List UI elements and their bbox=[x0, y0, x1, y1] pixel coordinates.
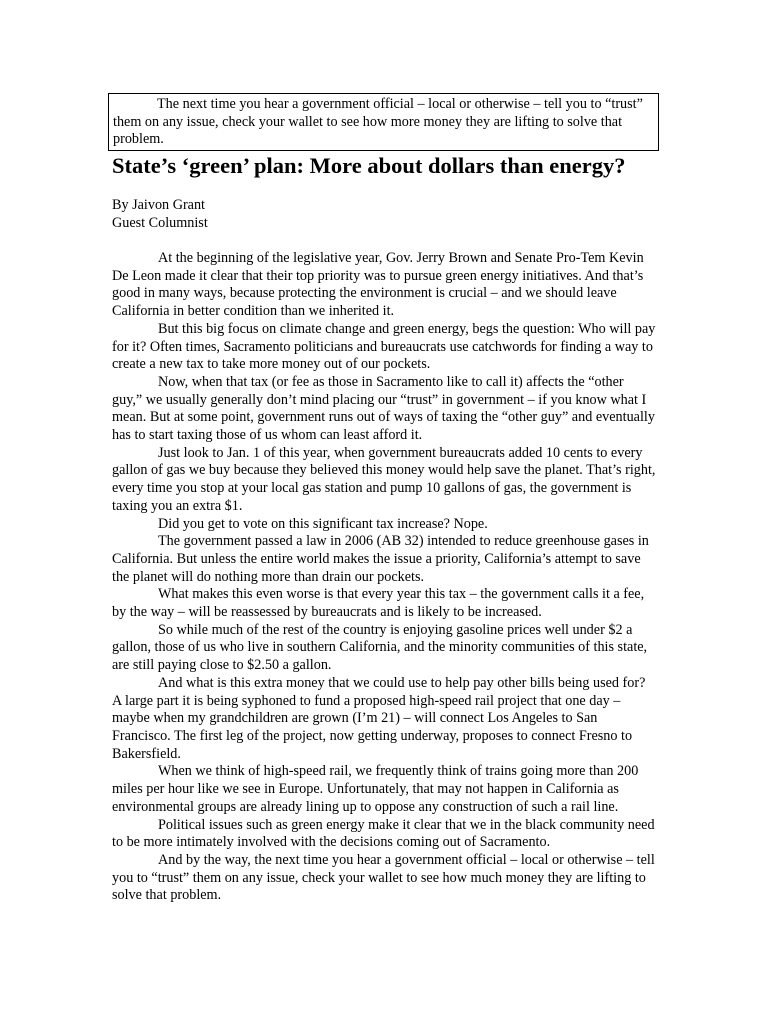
body-paragraph: So while much of the rest of the country is enjoying gasoline prices well under $2 a gallon, those of us who live in southern California, and the minority communities of this state, are still paying close to $2.50 a gallon. bbox=[112, 621, 648, 674]
article-headline: State’s ‘green’ plan: More about dollars than energy? bbox=[112, 153, 626, 178]
byline-block bbox=[112, 197, 652, 232]
body-paragraph: And what is this extra money that we could use to help pay other bills being used for? A large part it is being syphoned to fund a proposed high-speed rail project that one day – maybe when my grandchildren are grown (I’m 21) – will connect Los Angeles to San Francisco. The first leg of the project, now getting underway, proposes to connect Fresno to Bakersfield. bbox=[112, 674, 646, 762]
body-paragraph: Did you get to vote on this significant tax increase? Nope. bbox=[158, 515, 488, 532]
body-paragraph: When we think of high-speed rail, we frequently think of trains going more than 200 miles per hour like we see in Europe. Unfortunately, that may not happen in California as environmental groups are already lining up to oppose any construction of such a rail line. bbox=[112, 763, 639, 815]
author-byline: By Jaivon Grant bbox=[112, 197, 205, 213]
body-paragraph: Political issues such as green energy make it clear that we in the black community need to be more intimately involved with the decisions coming out of Sacramento. bbox=[112, 816, 655, 851]
body-paragraph: Now, when that tax (or fee as those in Sacramento like to call it) affects the “other guy,” we usually generally don’t mind placing our “trust” in government – if you know what I mean. But at some point, government runs out of ways of taxing the “other guy” and eventually has to start taxing those of us whom can least afford it. bbox=[112, 373, 655, 444]
body-paragraph: At the beginning of the legislative year, Gov. Jerry Brown and Senate Pro-Tem Kevin De Leon made it clear that their top priority was to pursue green energy initiatives. And that’s good in many ways, because protecting the environment is crucial – and we should leave California in better condition than we inherited it. bbox=[112, 250, 644, 320]
body-paragraph: But this big focus on climate change and green energy, begs the question: Who will pay for it? Often times, Sacramento politicians and bureaucrats use catchwords for finding a way to create a new tax to take more money out of our pockets. bbox=[112, 320, 656, 373]
body-paragraph: The government passed a law in 2006 (AB 32) intended to reduce greenhouse gases in California. But unless the entire world makes the issue a priority, California’s attempt to save the planet will do nothing more than drain our pockets. bbox=[112, 533, 649, 585]
pullquote-box: The next time you hear a government official – local or otherwise – tell you to “trust” them on any issue, check your wallet to see how more money they are lifting to solve that problem. bbox=[108, 93, 659, 151]
author-role: Guest Columnist bbox=[112, 214, 208, 231]
body-paragraph: And by the way, the next time you hear a government official – local or otherwise – tell you to “trust” them on any issue, check your wallet to see how much money they are lifting to solve that problem. bbox=[112, 851, 655, 904]
body-paragraph: Just look to Jan. 1 of this year, when government bureaucrats added 10 cents to every gallon of gas we buy because they believed this money would help save the planet. That’s right, every time you stop at your local gas station and pump 10 gallons of gas, the government is taxing you an extra $1. bbox=[112, 444, 656, 514]
article-body bbox=[112, 250, 657, 905]
body-paragraph: What makes this even worse is that every year this tax – the government calls it a fee, by the way – will be reassessed by bureaucrats and is likely to be increased. bbox=[112, 586, 645, 621]
